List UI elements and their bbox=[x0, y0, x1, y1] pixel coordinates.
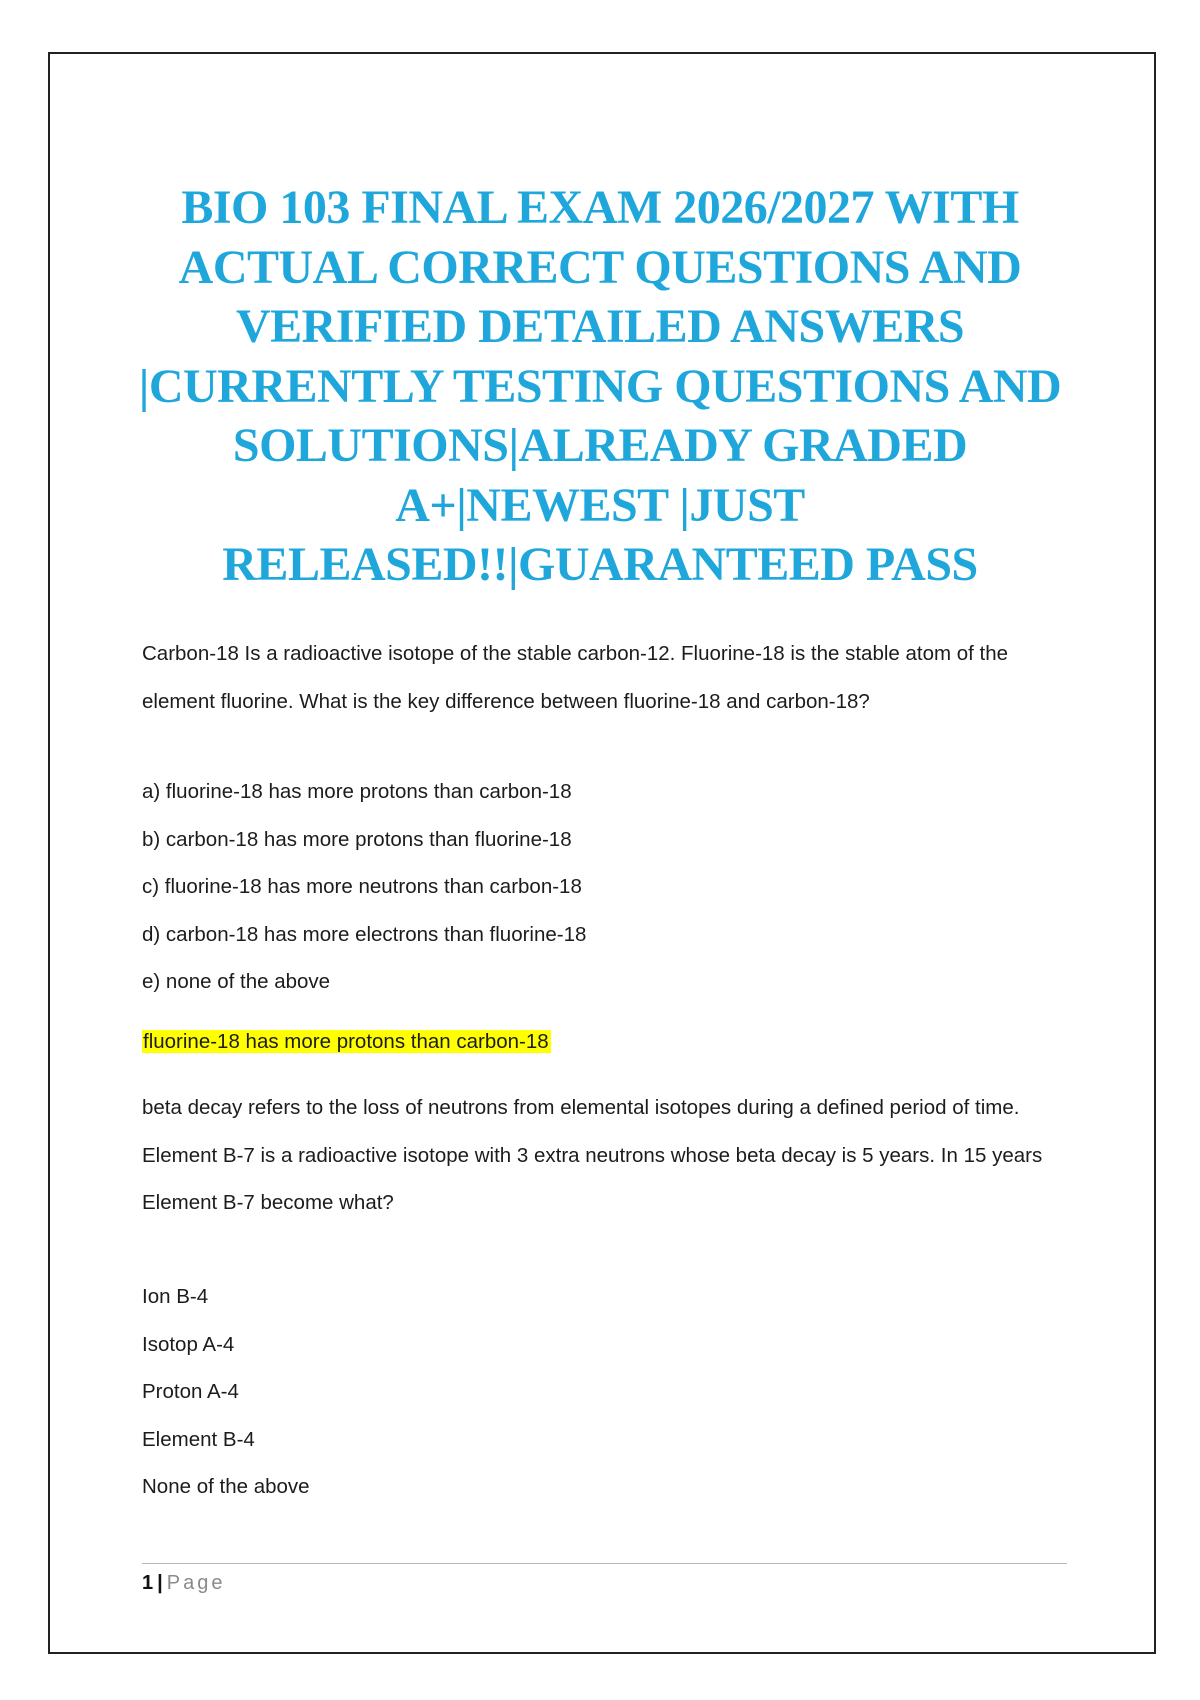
question-1-text: Carbon-18 Is a radioactive isotope of the stable carbon-12. Fluorine-18 is the stable atom of the element fluorine. What is the key difference between fluorine-18 and carbon-18? bbox=[142, 642, 1009, 713]
highlighted-answer: fluorine-18 has more protons than carbon-18 bbox=[143, 1030, 549, 1053]
question-1-option-c: c) fluorine-18 has more neutrons than carbon-18 bbox=[142, 875, 582, 898]
question-2-option-2: Isotop A-4 bbox=[142, 1332, 235, 1356]
question-2-text: beta decay refers to the loss of neutrons from elemental isotopes during a defined period of time. Element B-7 is a radioactive isotope with 3 extra neutrons whose beta decay is 5 years. In 15 years Element B-7 become what? bbox=[142, 1096, 1043, 1214]
question-2-option-4: Element B-4 bbox=[142, 1427, 255, 1451]
question-1-option-d: d) carbon-18 has more electrons than fluorine-18 bbox=[142, 922, 587, 946]
question-1-option-e: e) none of the above bbox=[142, 970, 331, 993]
footer-separator: | bbox=[157, 1572, 163, 1594]
page-label: Page bbox=[166, 1572, 226, 1594]
question-1-options bbox=[142, 768, 1072, 1006]
document-title: BIO 103 FINAL EXAM 2026/2027 WITH ACTUAL CORRECT QUESTIONS AND VERIFIED DETAILED ANSWERS |CURRENTLY TESTING QUESTIONS AND SOLUTIONS|ALREADY GRADED A+|NEWEST |JUST RELEASED!!|GUARANTEED PASS bbox=[138, 181, 1062, 591]
question-2-option-5: None of the above bbox=[142, 1475, 310, 1498]
page-footer bbox=[142, 1568, 225, 1598]
question-1-option-b: b) carbon-18 has more protons than fluorine-18 bbox=[142, 827, 572, 851]
footer-divider bbox=[142, 1563, 1067, 1564]
question-1-answer bbox=[142, 1022, 1072, 1062]
question-2-option-3: Proton A-4 bbox=[142, 1380, 239, 1403]
page-number: 1 bbox=[142, 1572, 154, 1594]
question-1-option-a: a) fluorine-18 has more protons than carbon-18 bbox=[142, 780, 572, 803]
question-2-option-1: Ion B-4 bbox=[142, 1285, 209, 1308]
question-2-options bbox=[142, 1273, 1072, 1511]
